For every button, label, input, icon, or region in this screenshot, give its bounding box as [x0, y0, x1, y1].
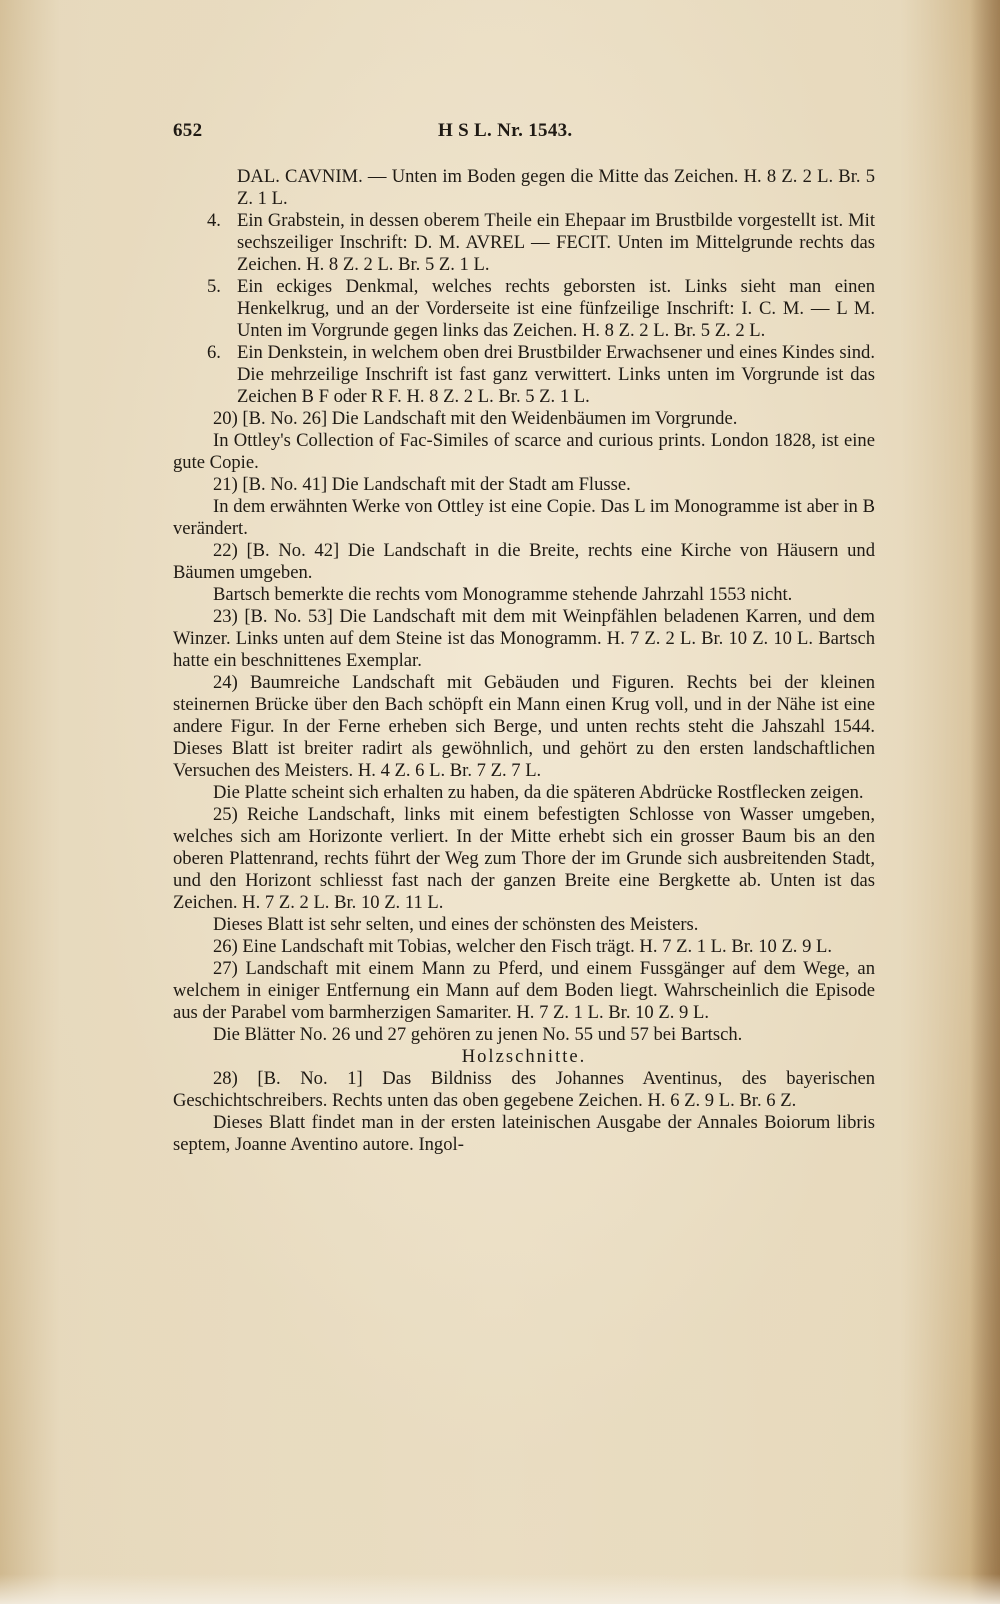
entry-23: 23) [B. No. 53] Die Landschaft mit dem mit Weinpfählen beladenen Karren, und dem Winzer. Links unten auf dem Steine ist das Monogramm. H. 7 Z. 2 L. Br. 10 Z. 10 L. Bartsch hatte ein beschnittenes Exemplar. — [173, 606, 875, 671]
body-text — [173, 166, 875, 1156]
page-bottom-edge — [0, 1574, 1000, 1604]
item-text: Ein Grabstein, in dessen oberem Theile ein Ehepaar im Brustbilde vorgestellt ist. Mit sechszeiliger Inschrift: D. M. AVREL — FECIT. Unten im Mittelgrunde rechts das Zeichen. H. 8 Z. 2 L. Br. 5 Z. 1 L. — [237, 210, 875, 275]
item-text: Ein eckiges Denkmal, welches rechts geborsten ist. Links sieht man einen Henkelkrug, und an der Vorderseite ist eine fünfzeilige Inschrift: I. C. M. — L M. Unten im Vorgrunde gegen links das Zeichen. H. 8 Z. 2 L. Br. 5 Z. 2 L. — [237, 276, 875, 341]
entry-26: 26) Eine Landschaft mit Tobias, welcher den Fisch trägt. H. 7 Z. 1 L. Br. 10 Z. 9 L. — [213, 936, 833, 957]
entry-22: 22) [B. No. 42] Die Landschaft in die Breite, rechts eine Kirche von Häusern und Bäumen umgeben. — [173, 540, 875, 583]
item-number: 5. — [207, 276, 221, 297]
section-heading-holzschnitte: Holzschnitte. — [461, 1046, 587, 1067]
item-4 — [173, 210, 875, 276]
entry-24: 24) Baumreiche Landschaft mit Gebäuden und Figuren. Rechts bei der kleinen steinernen Brücke über den Bach schöpft ein Mann einen Krug voll, und in der Nähe ist eine andere Figur. In der Ferne erheben sich Berge, und unten rechts steht die Jahszahl 1544. Dieses Blatt ist breiter radirt als gewöhnlich, und gehört zu den ersten landschaftlichen Versuchen des Meisters. H. 4 Z. 6 L. Br. 7 Z. 7 L. — [173, 672, 875, 781]
entry-28: 28) [B. No. 1] Das Bildniss des Johannes Aventinus, des bayerischen Geschichtschreibers. Rechts unten das oben gegebene Zeichen. H. 6 Z. 9 L. Br. 6 Z. — [173, 1068, 875, 1111]
entry-21: 21) [B. No. 41] Die Landschaft mit der Stadt am Flusse. — [213, 474, 631, 495]
running-title: H S L. Nr. 1543. — [438, 120, 573, 141]
running-header — [173, 120, 875, 150]
note-24: Die Platte scheint sich erhalten zu haben, da die späteren Abdrücke Rostflecken zeigen. — [213, 782, 864, 803]
note-22: Bartsch bemerkte die rechts vom Monogramme stehende Jahrzahl 1553 nicht. — [213, 584, 793, 605]
item-6 — [173, 342, 875, 408]
note-28: Dieses Blatt findet man in der ersten lateinischen Ausgabe der Annales Boiorum libris septem, Joanne Aventino autore. Ingol- — [173, 1112, 875, 1155]
paragraph-dal-cavnim: DAL. CAVNIM. — Unten im Boden gegen die Mitte das Zeichen. H. 8 Z. 2 L. Br. 5 Z. 1 L. — [237, 166, 875, 209]
item-5 — [173, 276, 875, 342]
item-number: 6. — [207, 342, 221, 363]
page-edge-shadow — [970, 0, 1000, 1604]
entry-27: 27) Landschaft mit einem Mann zu Pferd, und einem Fussgänger auf dem Wege, an welchem in einiger Entfernung ein Mann auf dem Boden liegt. Wahrscheinlich die Episode aus der Parabel vom barmherzigen Samariter. H. 7 Z. 1 L. Br. 10 Z. 9 L. — [173, 958, 875, 1023]
note-25: Dieses Blatt ist sehr selten, und eines der schönsten des Meisters. — [213, 914, 699, 935]
entry-25: 25) Reiche Landschaft, links mit einem befestigten Schlosse von Wasser umgeben, welches sich am Horizonte verliert. In der Mitte erhebt sich ein grosser Baum bis an den oberen Plattenrand, rechts führt der Weg zum Thore der im Grunde sich ausbreitenden Stadt, und den Horizont schliesst fast nach der ganzen Breite eine Bergkette ab. Unten ist das Zeichen. H. 7 Z. 2 L. Br. 10 Z. 11 L. — [173, 804, 875, 913]
note-21: In dem erwähnten Werke von Ottley ist eine Copie. Das L im Monogramme ist aber in B verändert. — [173, 496, 875, 539]
page-number: 652 — [173, 120, 203, 141]
item-text: Ein Denkstein, in welchem oben drei Brustbilder Erwachsener und eines Kindes sind. Die mehrzeilige Inschrift ist fast ganz verwittert. Links unten im Vorgrunde ist das Zeichen B F oder R F. H. 8 Z. 2 L. Br. 5 Z. 1 L. — [237, 342, 875, 407]
note-20: In Ottley's Collection of Fac-Similes of scarce and curious prints. London 1828, ist eine gute Copie. — [173, 430, 875, 473]
entry-20: 20) [B. No. 26] Die Landschaft mit den Weidenbäumen im Vorgrunde. — [213, 408, 738, 429]
note-27: Die Blätter No. 26 und 27 gehören zu jenen No. 55 und 57 bei Bartsch. — [213, 1024, 743, 1045]
item-number: 4. — [207, 210, 221, 231]
